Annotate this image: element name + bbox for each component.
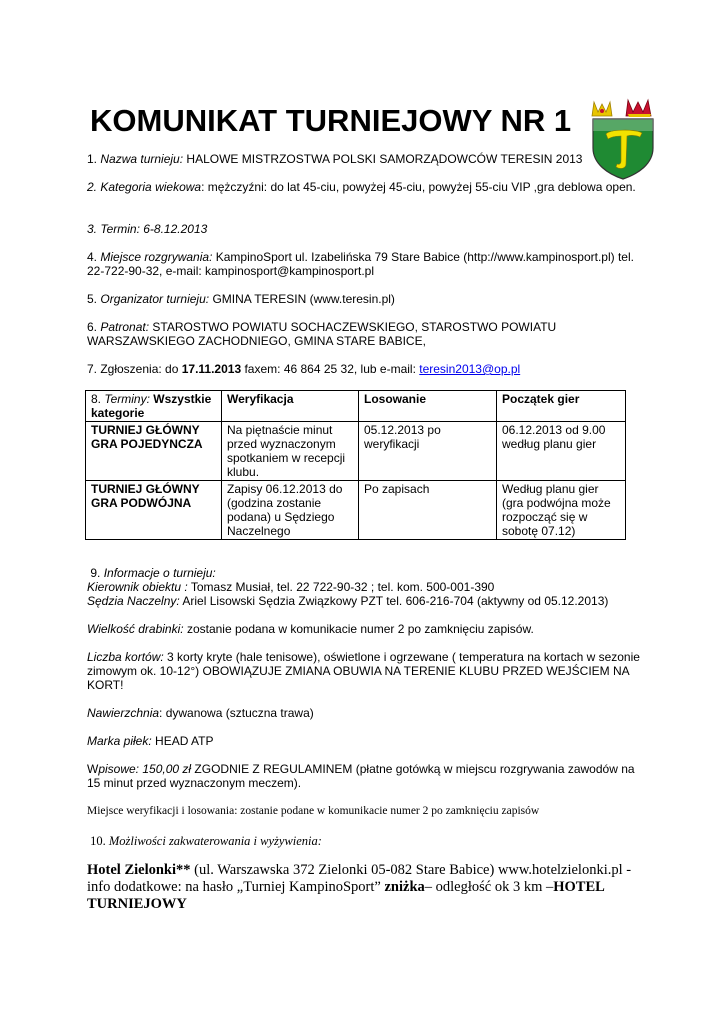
miejsce-weryfikacji: Miejsce weryfikacji i losowania: zostanie podane w komunikacie numer 2 po zamknięciu zapisów — [87, 805, 540, 817]
schedule-table — [85, 390, 626, 540]
page-title: KOMUNIKAT TURNIEJOWY NR 1 — [90, 103, 572, 138]
header-cell: Weryfikacja — [222, 391, 359, 422]
table-cell: Według planu gier (gra podwójna może rozpocząć się w sobotę 07.12) — [497, 481, 626, 540]
right-crown-icon — [626, 100, 651, 117]
item-10: 10. Możliwości zakwaterowania i wyżywienia: — [90, 834, 322, 848]
header-cell: Losowanie — [359, 391, 497, 422]
table-cell: Zapisy 06.12.2013 do (godzina zostanie podana) u Sędziego Naczelnego — [222, 481, 359, 540]
marka-pilek: Marka piłek: HEAD ATP — [87, 734, 214, 748]
table-row — [86, 481, 626, 540]
table-cell: 05.12.2013 po weryfikacji — [359, 422, 497, 481]
item-9: 9. Informacje o turnieju: Kierownik obiektu : Tomasz Musiał, tel. 22 722-90-32 ; tel. kom. 500-001-390 Sędzia Naczelny: Ariel Lisowski Sędzia Związkowy PZT tel. 606-216-704 (aktywny od 05.12.2013) — [87, 566, 609, 608]
hotel-info: Hotel Zielonki** (ul. Warszawska 372 Zielonki 05-082 Stare Babice) www.hotelzielonki.pl - info dodatkowe: na hasło „Turniej KampinoSport” zniżka– odległość ok 3 km –HOTEL TURNIEJOWY — [87, 862, 632, 912]
coat-of-arms-logo — [588, 96, 658, 180]
table-cell: TURNIEJ GŁÓWNY GRA POJEDYNCZA — [86, 422, 222, 481]
nawierzchnia: Nawierzchnia: dywanowa (sztuczna trawa) — [87, 706, 314, 720]
header-cell: Początek gier — [497, 391, 626, 422]
table-cell: Po zapisach — [359, 481, 497, 540]
wpisowe: Wpisowe: 150,00 zł ZGODNIE Z REGULAMINEM (płatne gotówką w miejscu rozgrywania zawodów na 15 minut przed wyznaczonym meczem). — [87, 762, 635, 790]
item-3: 3. Termin: 6-8.12.2013 — [87, 222, 208, 236]
left-crown-icon — [592, 102, 612, 116]
table-cell: 06.12.2013 od 9.00 według planu gier — [497, 422, 626, 481]
table-row — [86, 422, 626, 481]
header-cell: 8. Terminy: Wszystkie kategorie — [86, 391, 222, 422]
table-cell: TURNIEJ GŁÓWNY GRA PODWÓJNA — [86, 481, 222, 540]
item-2: 2. Kategoria wiekowa: mężczyźni: do lat 45-ciu, powyżej 45-ciu, powyżej 55-ciu VIP ,gra deblowa open. — [87, 180, 636, 194]
table-header-row — [86, 391, 626, 422]
drabinka: Wielkość drabinki: zostanie podana w komunikacie numer 2 po zamknięciu zapisów. — [87, 622, 534, 636]
item-6: 6. Patronat: STAROSTWO POWIATU SOCHACZEWSKIEGO, STAROSTWO POWIATU WARSZAWSKIEGO ZACHODNIEGO, GMINA STARE BABICE, — [87, 320, 557, 348]
item-4: 4. Miejsce rozgrywania: KampinoSport ul. Izabelińska 79 Stare Babice (http://www.kampinosport.pl) tel. 22-722-90-32, e-mail: kampinosport@kampinosport.pl — [87, 250, 634, 278]
item-5: 5. Organizator turnieju: GMINA TERESIN (www.teresin.pl) — [87, 292, 395, 306]
table-cell: Na piętnaście minut przed wyznaczonym spotkaniem w recepcji klubu. — [222, 422, 359, 481]
item-1: 1. Nazwa turnieju: HALOWE MISTRZOSTWA POLSKI SAMORZĄDOWCÓW TERESIN 2013 — [87, 152, 583, 166]
email-link[interactable]: teresin2013@op.pl — [419, 362, 521, 376]
liczba-kortow: Liczba kortów: 3 korty kryte (hale tenisowe), oświetlone i ogrzewane ( temperatura na kortach w sezonie zimowym ok. 10-12°) OBOWIĄZUJE ZMIANA OBUWIA NA TERENIE KLUBU PRZED WEJŚCIEM NA KORT! — [87, 650, 640, 692]
item-7: 7. Zgłoszenia: do 17.11.2013 faxem: 46 864 25 32, lub e-mail: teresin2013@op.pl — [87, 362, 521, 376]
